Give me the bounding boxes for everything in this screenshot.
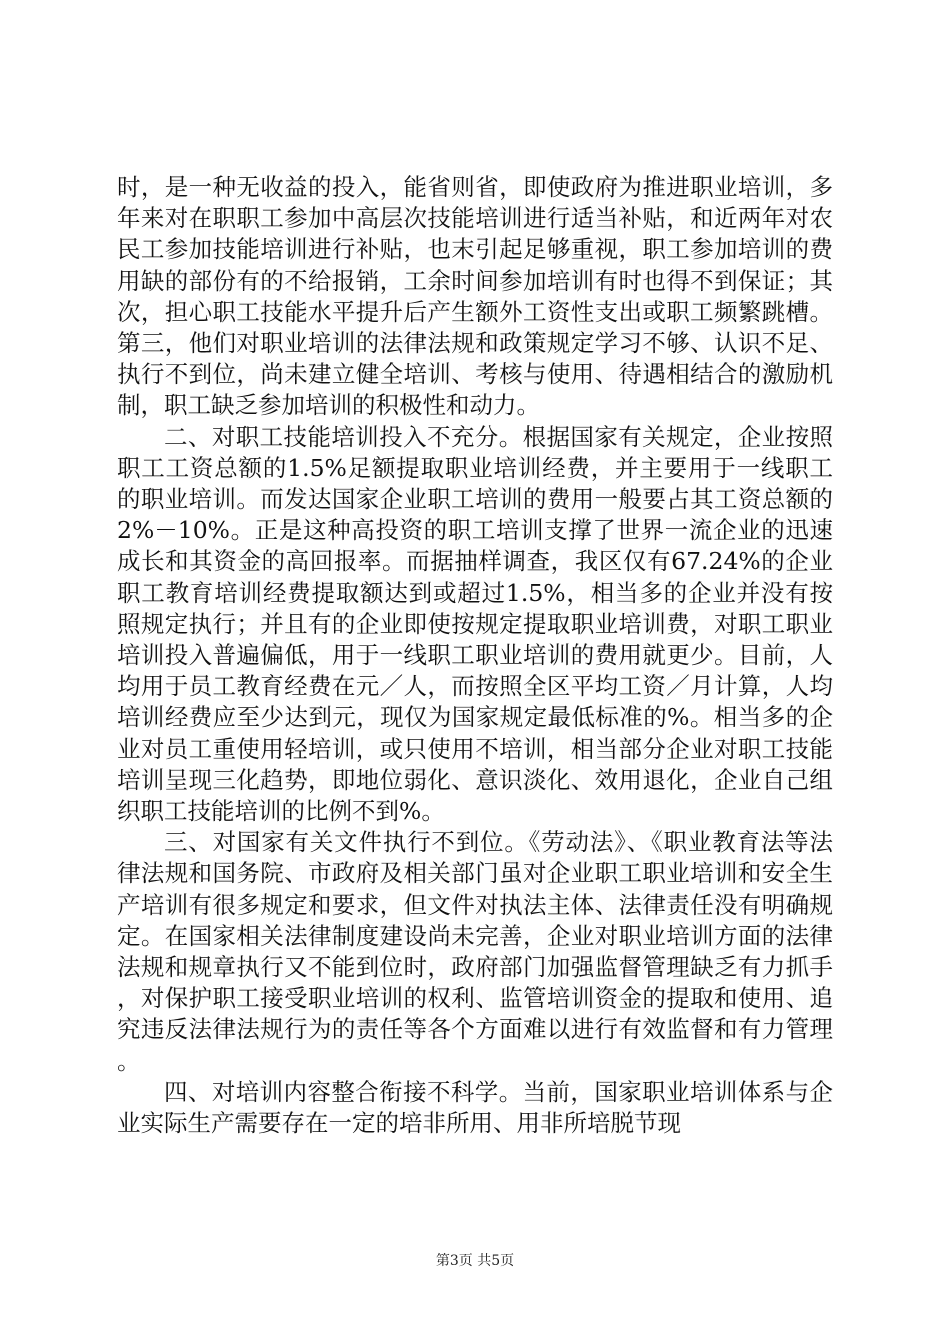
- paragraph-section-two: 二、对职工技能培训投入不充分。根据国家有关规定，企业按照职工工资总额的1.5%足额提取职业培训经费，并主要用于一线职工的职业培训。而发达国家企业职工培训的费用一般要占其工资总额的2%－10%。正是这种高投资的职工培训支撑了世界一流企业的迅速成长和其资金的高回报率。而据抽样调查，我区仅有67.24%的企业职工教育培训经费提取额达到或超过1.5%，相当多的企业并没有按照规定执行；并且有的企业即使按规定提取职业培训费，对职工职业培训投入普遍偏低，用于一线职工职业培训的费用就更少。目前，人均用于员工教育经费在元／人，而按照全区平均工资／月计算，人均培训经费应至少达到元，现仅为国家规定最低标准的%。相当多的企业对员工重使用轻培训，或只使用不培训，相当部分企业对职工技能培训呈现三化趋势，即地位弱化、意识淡化、效用退化，企业自己组织职工技能培训的比例不到%。: [117, 422, 833, 826]
- paragraph-section-four: 四、对培训内容整合衔接不科学。当前，国家职业培训体系与企业实际生产需要存在一定的培非所用、用非所培脱节现: [117, 1077, 833, 1138]
- body-text: [117, 172, 833, 1139]
- page-number-footer: 第3页 共5页: [435, 1253, 515, 1269]
- paragraph-continuation: 时，是一种无收益的投入，能省则省，即使政府为推进职业培训，多年来对在职职工参加中高层次技能培训进行适当补贴，和近两年对农民工参加技能培训进行补贴，也末引起足够重视，职工参加培训的费用缺的部份有的不给报销，工余时间参加培训有时也得不到保证；其次，担心职工技能水平提升后产生额外工资性支出或职工频繁跳槽。第三，他们对职业培训的法律法规和政策规定学习不够、认识不足、执行不到位，尚未建立健全培训、考核与使用、待遇相结合的激励机制，职工缺乏参加培训的积极性和动力。: [117, 173, 833, 420]
- paragraph-section-three: 三、对国家有关文件执行不到位。《劳动法》、《职业教育法等法律法规和国务院、市政府及相关部门虽对企业职工职业培训和安全生产培训有很多规定和要求，但文件对执法主体、法律责任没有明确规定。在国家相关法律制度建设尚未完善，企业对职业培训方面的法律法规和规章执行又不能到位时，政府部门加强监督管理缺乏有力抓手，对保护职工接受职业培训的权利、监管培训资金的提取和使用、追究违反法律法规行为的责任等各个方面难以进行有效监督和有力管理。: [117, 828, 833, 1075]
